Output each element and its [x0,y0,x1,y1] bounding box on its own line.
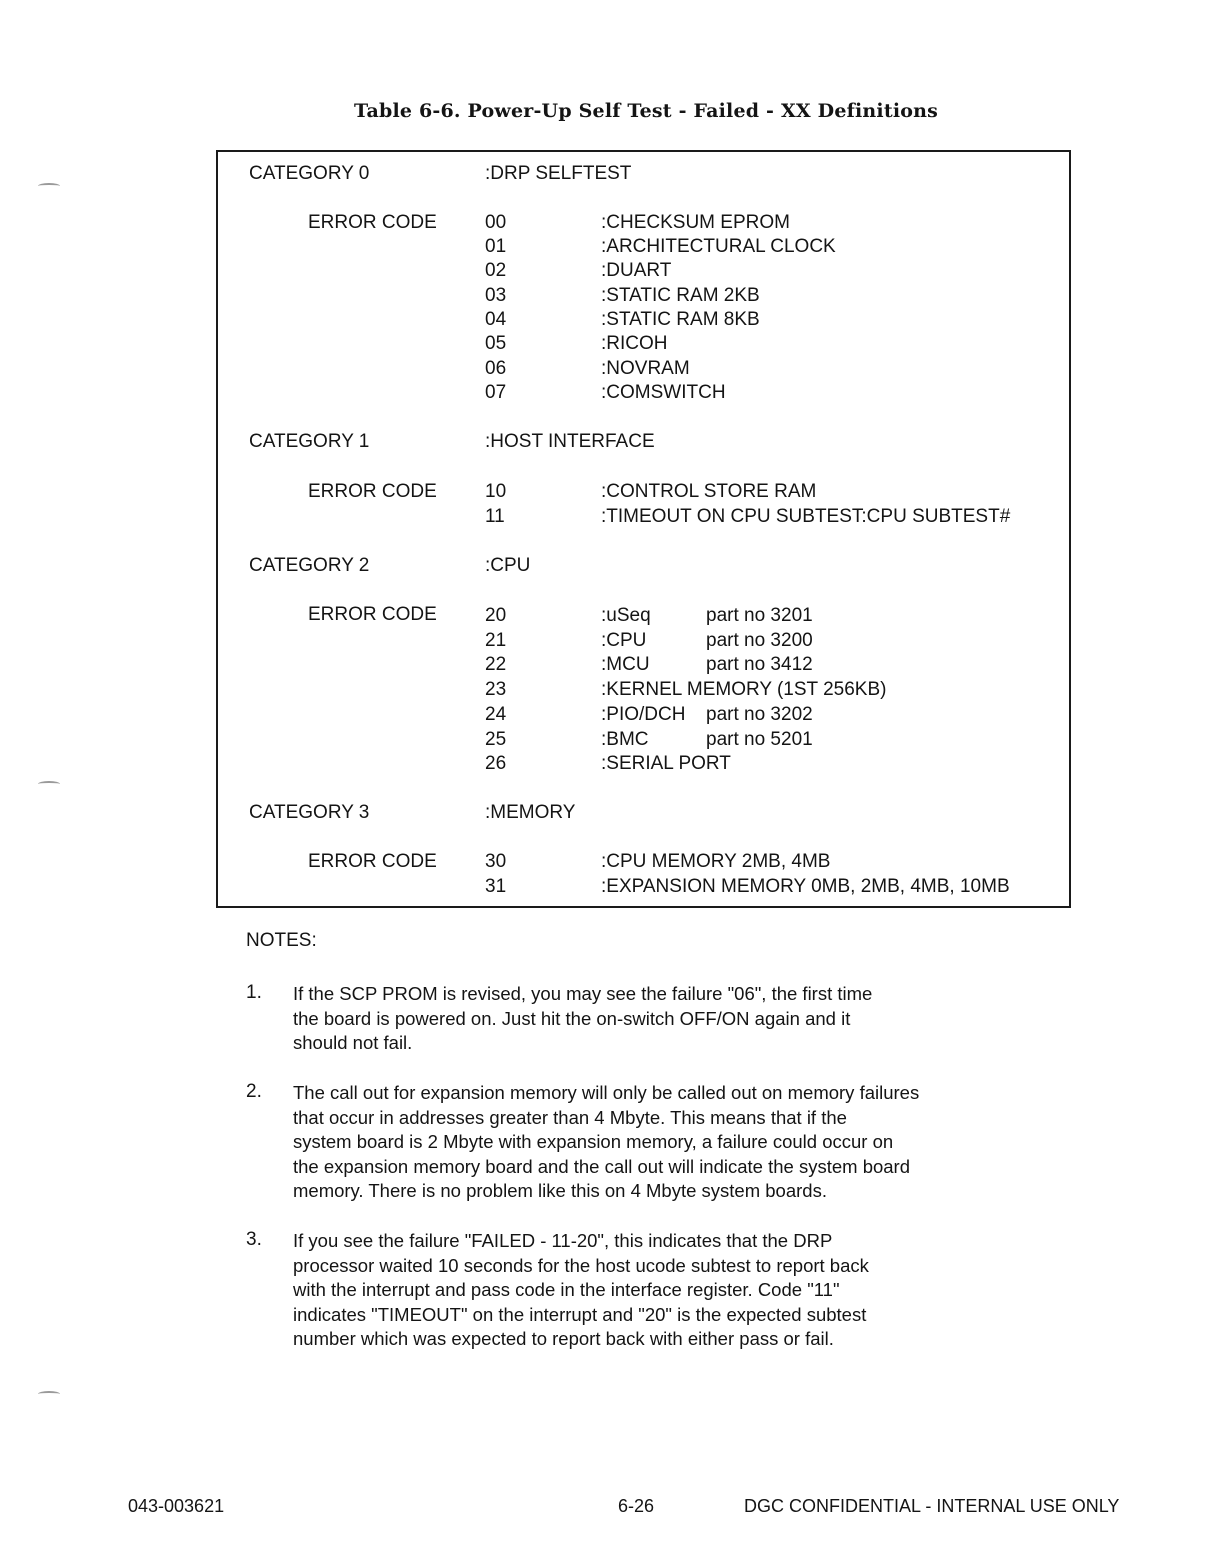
error-code: 31 [485,876,507,897]
notes-heading: NOTES: [246,930,317,951]
category-title: :MEMORY [485,802,576,823]
note-line: with the interrupt and pass code in the interface register. Code "11" [293,1279,840,1301]
error-code: 24 [485,704,507,725]
category-label: CATEGORY 2 [249,555,370,576]
part-number: part no 3200 [706,630,813,651]
part-number: part no 3201 [706,605,813,626]
note-number: 3. [246,1229,262,1250]
note-line: number which was expected to report back with either pass or fail. [293,1328,834,1350]
note-line: memory. There is no problem like this on 4 Mbyte system boards. [293,1180,827,1202]
error-description: :KERNEL MEMORY (1ST 256KB) [601,679,887,700]
error-code: 06 [485,358,507,379]
part-number: part no 3202 [706,704,813,725]
error-description: :RICOH [601,333,668,354]
confidential-notice: DGC CONFIDENTIAL - INTERNAL USE ONLY [744,1496,1120,1516]
error-code: 25 [485,729,507,750]
table-title: Table 6-6. Power-Up Self Test - Failed - XX Definitions [353,100,939,122]
error-code: 01 [485,236,507,257]
error-code: 03 [485,285,507,306]
category-label: CATEGORY 0 [249,163,370,184]
note-line: the board is powered on. Just hit the on-switch OFF/ON again and it [293,1007,851,1029]
category-label: CATEGORY 3 [249,802,370,823]
scan-mark [38,781,60,787]
note-line: that occur in addresses greater than 4 Mbyte. This means that if the [293,1106,847,1128]
error-description: :CHECKSUM EPROM [601,212,790,233]
note-text [293,1229,1053,1352]
error-description: :STATIC RAM 2KB [601,285,760,306]
error-description: :CONTROL STORE RAM [601,481,817,502]
page-number: 6-26 [618,1496,655,1516]
error-code: 05 [485,333,507,354]
error-description: :CPU MEMORY 2MB, 4MB [601,851,831,872]
error-code: 00 [485,212,507,233]
category-title: :DRP SELFTEST [485,163,632,184]
error-code: 21 [485,630,507,651]
error-description: :uSeq [601,605,651,626]
error-code: 30 [485,851,507,872]
error-description: :EXPANSION MEMORY 0MB, 2MB, 4MB, 10MB [601,876,1010,897]
note-line: processor waited 10 seconds for the host ucode subtest to report back [293,1254,869,1276]
part-number: part no 5201 [706,729,813,750]
note-line: If you see the failure "FAILED - 11-20", this indicates that the DRP [293,1230,833,1251]
error-code: 02 [485,260,507,281]
error-description: :ARCHITECTURAL CLOCK [601,236,836,257]
error-definitions-table [216,150,1071,908]
error-description: :STATIC RAM 8KB [601,309,760,330]
note-number: 1. [246,982,262,1003]
error-description: :DUART [601,260,672,281]
category-title: :HOST INTERFACE [485,431,655,452]
error-code: 20 [485,605,507,626]
error-code-label: ERROR CODE [308,851,437,872]
part-number: part no 3412 [706,654,813,675]
note-line: system board is 2 Mbyte with expansion memory, a failure could occur on [293,1131,894,1153]
scan-mark [38,183,60,189]
error-code: 11 [485,506,505,527]
note-line: indicates "TIMEOUT" on the interrupt and "20" is the expected subtest [293,1303,867,1325]
error-description: :NOVRAM [601,358,690,379]
error-description: :CPU [601,630,647,651]
error-code-label: ERROR CODE [308,212,437,233]
note-number: 2. [246,1081,262,1102]
error-code-label: ERROR CODE [308,604,437,625]
error-description: :TIMEOUT ON CPU SUBTEST:CPU SUBTEST# [601,506,1011,527]
note-text [293,1081,1053,1204]
error-description: :MCU [601,654,650,675]
error-code-label: ERROR CODE [308,481,437,502]
category-label: CATEGORY 1 [249,431,370,452]
note-line: the expansion memory board and the call out will indicate the system board [293,1155,911,1177]
error-code: 04 [485,309,507,330]
error-code: 10 [485,481,507,502]
note-line: should not fail. [293,1032,413,1054]
error-code: 07 [485,382,507,403]
note-text [293,982,1053,1056]
error-description: :SERIAL PORT [601,753,731,774]
doc-number: 043-003621 [128,1496,225,1516]
error-description: :BMC [601,729,649,750]
note-line: The call out for expansion memory will only be called out on memory failures [293,1082,920,1103]
error-description: :COMSWITCH [601,382,726,403]
error-description: :PIO/DCH [601,704,686,725]
category-title: :CPU [485,555,531,576]
scan-mark [38,1391,60,1397]
error-code: 22 [485,654,507,675]
error-code: 23 [485,679,507,700]
note-line: If the SCP PROM is revised, you may see the failure "06", the first time [293,983,873,1004]
error-code: 26 [485,753,507,774]
